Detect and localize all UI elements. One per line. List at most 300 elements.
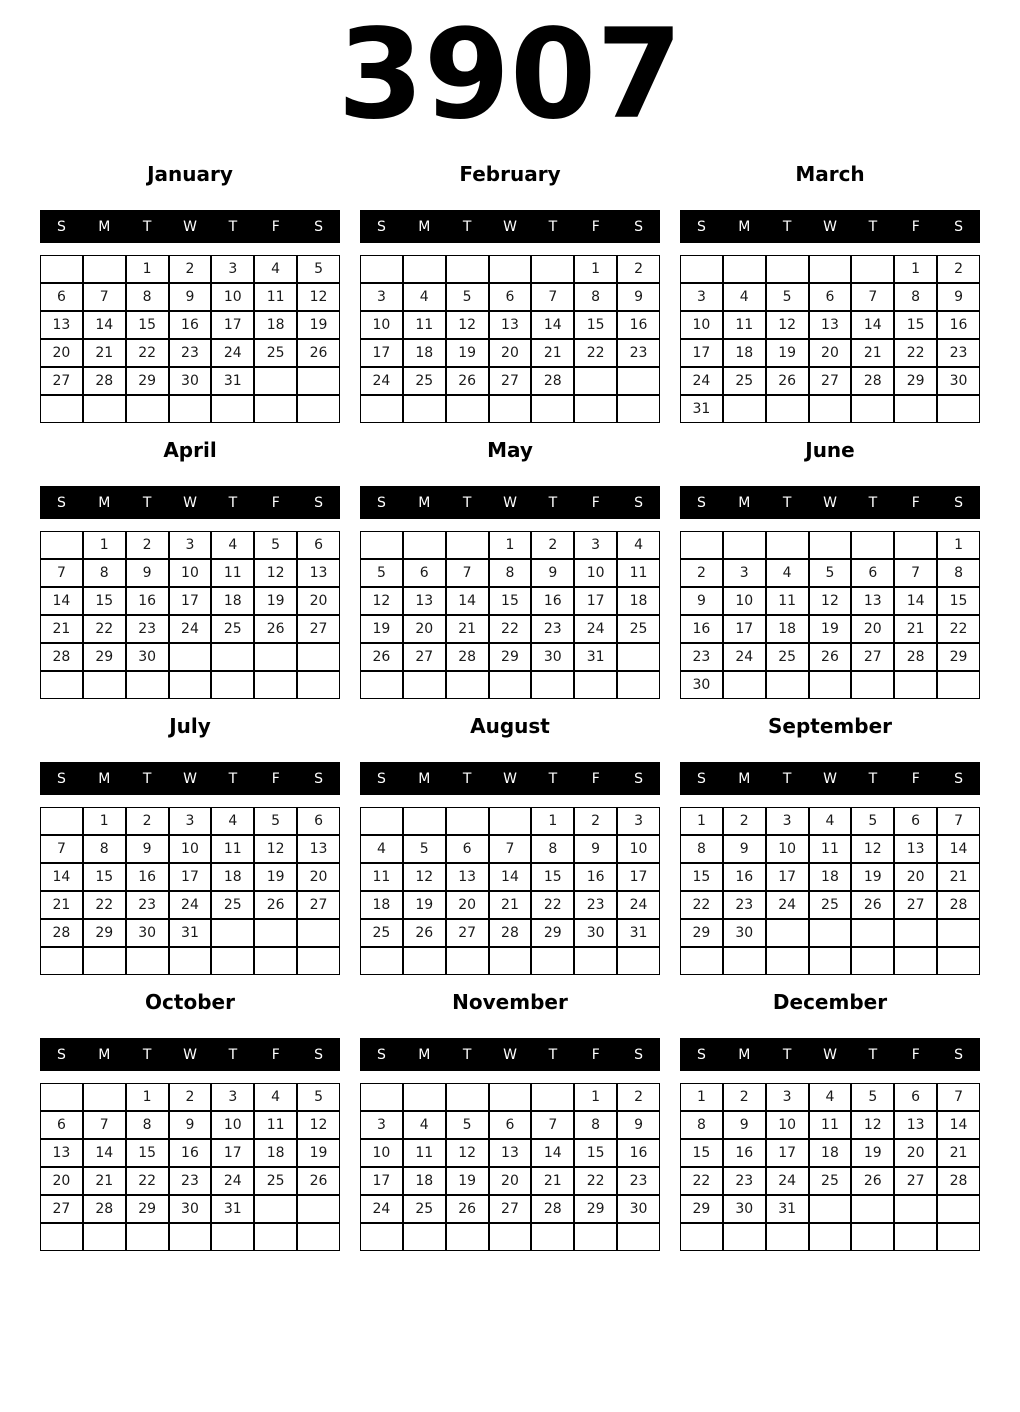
date-cell: 1 [574,1083,617,1111]
empty-cell [211,1223,254,1251]
empty-cell [937,1223,980,1251]
day-header-cell: S [954,1046,964,1063]
empty-cell [360,947,403,975]
date-cell: 16 [937,311,980,339]
day-header-cell: F [591,1046,600,1063]
empty-cell [403,395,446,423]
date-cell: 27 [809,367,852,395]
date-cell: 31 [169,919,212,947]
date-cell: 16 [617,1139,660,1167]
date-cell: 28 [531,1195,574,1223]
empty-cell [809,919,852,947]
date-cell: 15 [937,587,980,615]
day-header-cell: M [418,770,431,787]
date-cell: 18 [617,587,660,615]
day-header-cell: S [696,494,706,511]
date-cell: 13 [297,835,340,863]
date-cell: 21 [40,891,83,919]
date-row [40,891,340,919]
date-cell: 15 [894,311,937,339]
date-cell: 22 [126,339,169,367]
date-cell: 30 [723,1195,766,1223]
empty-cell [40,807,83,835]
day-header-cell: M [98,218,111,235]
date-cell: 26 [297,339,340,367]
day-header-cell: S [56,1046,66,1063]
day-header-cell: T [228,494,238,511]
date-cell: 8 [83,559,126,587]
date-cell: 8 [126,1111,169,1139]
date-cell: 6 [851,559,894,587]
empty-cell [403,807,446,835]
month-title: October [145,990,235,1014]
empty-cell [211,919,254,947]
date-cell: 23 [574,891,617,919]
day-header-cell: T [868,1046,878,1063]
date-row [40,283,340,311]
date-cell: 14 [937,835,980,863]
empty-cell [894,531,937,559]
date-cell: 2 [617,1083,660,1111]
empty-cell [489,255,532,283]
empty-cell [40,395,83,423]
day-header-cell: S [56,494,66,511]
date-cell: 7 [83,283,126,311]
empty-cell [83,395,126,423]
empty-cell [937,947,980,975]
date-cell: 3 [169,807,212,835]
empty-cell [83,1223,126,1251]
date-cell: 24 [766,1167,809,1195]
date-cell: 16 [723,863,766,891]
date-cell: 4 [766,559,809,587]
day-header-cell: W [183,218,197,235]
date-cell: 9 [723,835,766,863]
date-cell: 5 [297,255,340,283]
month-december [680,978,980,1251]
date-cell: 18 [211,863,254,891]
month-title: December [772,990,888,1014]
empty-cell [211,671,254,699]
empty-cell [531,255,574,283]
date-cell: 26 [851,891,894,919]
date-cell: 15 [83,863,126,891]
date-cell: 13 [809,311,852,339]
empty-cell [40,947,83,975]
date-cell: 30 [937,367,980,395]
day-header-cell: T [142,218,152,235]
date-cell: 13 [40,311,83,339]
date-cell: 3 [574,531,617,559]
date-row [680,891,980,919]
empty-cell [723,947,766,975]
date-cell: 23 [126,891,169,919]
date-cell: 19 [297,1139,340,1167]
calendar-months [0,150,1020,1251]
empty-cell [809,1223,852,1251]
date-cell: 27 [297,891,340,919]
empty-cell [766,1223,809,1251]
empty-cell [40,1223,83,1251]
empty-cell [894,395,937,423]
date-cell: 28 [446,643,489,671]
date-cell: 11 [403,311,446,339]
date-row [40,919,340,947]
date-cell: 2 [723,1083,766,1111]
date-cell: 7 [446,559,489,587]
date-cell: 19 [809,615,852,643]
day-header-cell: W [823,494,837,511]
day-header-cell: T [868,218,878,235]
day-header-cell: T [142,494,152,511]
date-cell: 6 [489,283,532,311]
empty-cell [531,947,574,975]
date-cell: 9 [574,835,617,863]
empty-cell [403,947,446,975]
date-cell: 19 [254,587,297,615]
date-cell: 20 [297,863,340,891]
empty-cell [297,395,340,423]
date-cell: 15 [680,863,723,891]
date-row [680,367,980,395]
date-cell: 26 [297,1167,340,1195]
date-cell: 28 [937,891,980,919]
day-header-cell: T [782,494,792,511]
date-cell: 19 [851,863,894,891]
empty-cell [851,255,894,283]
date-cell: 19 [254,863,297,891]
date-cell: 5 [403,835,446,863]
date-row [360,1111,660,1139]
date-cell: 1 [937,531,980,559]
date-row [680,1139,980,1167]
date-cell: 28 [40,643,83,671]
date-cell: 31 [211,1195,254,1223]
date-cell: 22 [894,339,937,367]
date-cell: 25 [211,891,254,919]
date-cell: 8 [126,283,169,311]
date-cell: 17 [766,1139,809,1167]
empty-cell [360,531,403,559]
date-cell: 31 [766,1195,809,1223]
date-row [680,615,980,643]
empty-cell [360,1083,403,1111]
day-header-cell: S [314,218,324,235]
date-cell: 16 [169,1139,212,1167]
day-header-cell: T [868,494,878,511]
empty-cell [809,255,852,283]
day-header-row [360,486,660,519]
date-cell: 20 [809,339,852,367]
date-cell: 11 [211,835,254,863]
empty-cell [254,1223,297,1251]
empty-cell [169,947,212,975]
empty-cell [851,671,894,699]
date-cell: 22 [574,1167,617,1195]
empty-cell [297,367,340,395]
day-header-cell: S [634,1046,644,1063]
date-cell: 25 [617,615,660,643]
date-cell: 13 [297,559,340,587]
date-cell: 20 [40,1167,83,1195]
date-cell: 7 [531,283,574,311]
date-cell: 14 [531,311,574,339]
day-header-cell: S [314,494,324,511]
day-header-cell: S [696,218,706,235]
date-cell: 4 [211,807,254,835]
empty-cell [766,255,809,283]
date-cell: 10 [360,1139,403,1167]
date-grid [680,531,980,699]
empty-cell [126,671,169,699]
date-cell: 18 [254,311,297,339]
date-cell: 14 [489,863,532,891]
date-cell: 6 [403,559,446,587]
date-cell: 24 [360,1195,403,1223]
date-cell: 18 [403,339,446,367]
month-february [360,150,660,423]
date-cell: 20 [446,891,489,919]
date-row [680,1223,980,1251]
date-cell: 7 [937,1083,980,1111]
empty-cell [531,671,574,699]
date-cell: 27 [297,615,340,643]
date-row [40,1083,340,1111]
date-cell: 12 [403,863,446,891]
date-cell: 23 [937,339,980,367]
empty-cell [360,395,403,423]
date-cell: 4 [211,531,254,559]
date-cell: 9 [169,283,212,311]
date-cell: 23 [126,615,169,643]
date-cell: 21 [446,615,489,643]
date-cell: 10 [617,835,660,863]
month-title: June [805,438,855,462]
date-cell: 22 [83,615,126,643]
date-cell: 7 [851,283,894,311]
day-header-cell: W [823,770,837,787]
day-header-cell: M [98,1046,111,1063]
day-header-cell: F [911,1046,920,1063]
date-cell: 12 [851,835,894,863]
date-cell: 29 [489,643,532,671]
date-cell: 2 [126,807,169,835]
date-cell: 4 [809,1083,852,1111]
date-cell: 28 [894,643,937,671]
date-cell: 24 [766,891,809,919]
date-row [40,863,340,891]
day-header-cell: W [823,1046,837,1063]
date-cell: 12 [809,587,852,615]
empty-cell [446,947,489,975]
date-cell: 29 [531,919,574,947]
empty-cell [83,947,126,975]
date-cell: 1 [680,1083,723,1111]
day-header-cell: F [271,770,280,787]
date-cell: 11 [617,559,660,587]
empty-cell [851,395,894,423]
empty-cell [766,395,809,423]
empty-cell [723,531,766,559]
empty-cell [446,255,489,283]
date-cell: 2 [574,807,617,835]
date-cell: 9 [617,1111,660,1139]
day-header-row [40,210,340,243]
date-cell: 29 [937,643,980,671]
date-cell: 15 [574,311,617,339]
date-cell: 17 [617,863,660,891]
date-cell: 14 [83,1139,126,1167]
empty-cell [40,255,83,283]
empty-cell [446,671,489,699]
date-cell: 21 [531,339,574,367]
month-july [40,702,340,975]
date-cell: 17 [169,587,212,615]
date-cell: 17 [360,339,403,367]
date-cell: 3 [723,559,766,587]
empty-cell [680,1223,723,1251]
empty-cell [937,671,980,699]
date-cell: 14 [851,311,894,339]
date-cell: 12 [297,283,340,311]
date-cell: 26 [403,919,446,947]
date-row [680,643,980,671]
date-cell: 30 [169,1195,212,1223]
month-august [360,702,660,975]
date-cell: 16 [680,615,723,643]
day-header-cell: T [548,1046,558,1063]
date-cell: 20 [489,1167,532,1195]
date-row [360,395,660,423]
date-cell: 8 [937,559,980,587]
date-cell: 14 [937,1111,980,1139]
date-cell: 18 [403,1167,446,1195]
date-cell: 18 [211,587,254,615]
date-cell: 3 [169,531,212,559]
date-cell: 30 [574,919,617,947]
empty-cell [297,919,340,947]
date-cell: 14 [446,587,489,615]
empty-cell [894,919,937,947]
date-cell: 30 [531,643,574,671]
date-cell: 20 [851,615,894,643]
date-cell: 19 [766,339,809,367]
date-cell: 8 [531,835,574,863]
date-grid [680,255,980,423]
date-cell: 1 [574,255,617,283]
date-cell: 3 [766,807,809,835]
date-cell: 6 [894,1083,937,1111]
empty-cell [809,1195,852,1223]
date-row [360,807,660,835]
date-cell: 11 [211,559,254,587]
date-cell: 13 [403,587,446,615]
day-header-cell: S [376,494,386,511]
day-header-cell: T [868,770,878,787]
month-title: February [459,162,561,186]
date-grid [40,1083,340,1251]
date-cell: 14 [531,1139,574,1167]
date-row [680,531,980,559]
date-cell: 24 [211,1167,254,1195]
date-cell: 29 [126,367,169,395]
date-row [360,863,660,891]
empty-cell [254,947,297,975]
date-cell: 12 [446,311,489,339]
date-cell: 1 [489,531,532,559]
date-cell: 3 [617,807,660,835]
day-header-cell: M [98,494,111,511]
date-cell: 29 [894,367,937,395]
empty-cell [169,395,212,423]
date-cell: 6 [40,1111,83,1139]
day-header-cell: T [462,770,472,787]
date-cell: 2 [126,531,169,559]
date-cell: 27 [489,367,532,395]
date-cell: 27 [894,891,937,919]
month-november [360,978,660,1251]
date-cell: 5 [446,283,489,311]
date-cell: 25 [809,891,852,919]
date-cell: 13 [894,1111,937,1139]
date-row [680,807,980,835]
date-cell: 2 [680,559,723,587]
date-cell: 30 [126,919,169,947]
date-cell: 4 [254,1083,297,1111]
day-header-cell: S [634,494,644,511]
empty-cell [531,1083,574,1111]
date-cell: 24 [169,891,212,919]
empty-cell [446,531,489,559]
empty-cell [403,1083,446,1111]
day-header-cell: M [738,770,751,787]
date-cell: 23 [531,615,574,643]
date-cell: 21 [531,1167,574,1195]
date-cell: 22 [680,891,723,919]
date-cell: 28 [531,367,574,395]
date-row [40,395,340,423]
date-cell: 18 [254,1139,297,1167]
date-cell: 29 [680,1195,723,1223]
date-cell: 6 [809,283,852,311]
day-header-row [40,762,340,795]
empty-cell [360,255,403,283]
empty-cell [723,395,766,423]
date-cell: 7 [40,559,83,587]
date-row [40,367,340,395]
day-header-cell: W [503,494,517,511]
date-grid [680,1083,980,1251]
date-row [680,1083,980,1111]
day-header-cell: T [462,494,472,511]
date-row [40,587,340,615]
empty-cell [723,1223,766,1251]
date-cell: 9 [680,587,723,615]
date-cell: 14 [894,587,937,615]
date-cell: 30 [617,1195,660,1223]
day-header-row [360,1038,660,1071]
empty-cell [937,395,980,423]
empty-cell [297,1223,340,1251]
date-cell: 31 [680,395,723,423]
date-row [40,615,340,643]
date-cell: 9 [531,559,574,587]
date-cell: 4 [403,283,446,311]
empty-cell [297,643,340,671]
date-cell: 15 [126,1139,169,1167]
empty-cell [617,643,660,671]
day-header-row [680,1038,980,1071]
